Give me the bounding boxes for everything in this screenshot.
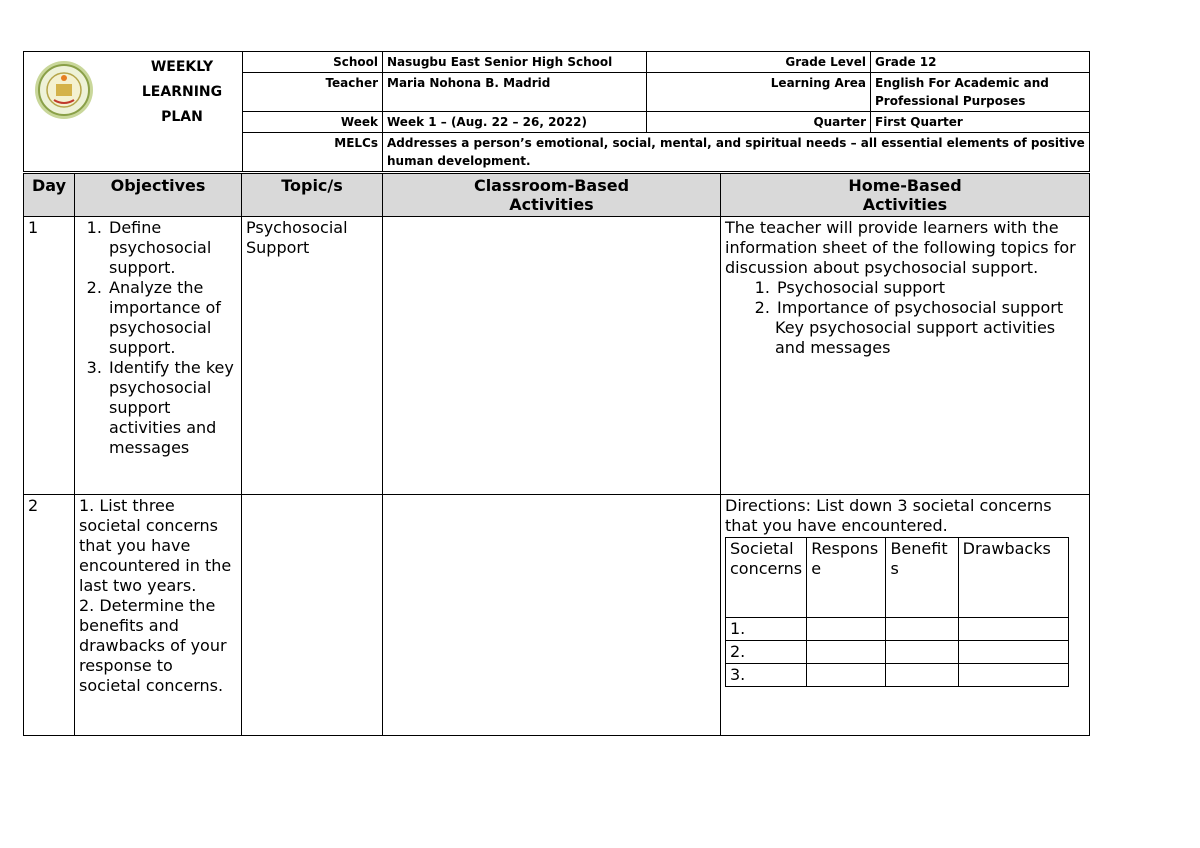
classroom-cell (383, 495, 721, 736)
col-day-header: Day (24, 174, 75, 217)
home-item: 2. Importance of psychosocial support (775, 298, 1085, 318)
inner-row-number: 1. (726, 618, 807, 641)
plan-title: WEEKLY LEARNING PLAN (141, 59, 223, 125)
inner-header-response: Response (807, 538, 886, 618)
teacher-value: Maria Nohona B. Madrid (383, 73, 647, 112)
objective-item: 1. List three societal concerns that you have encountered in the last two years. (79, 496, 232, 595)
home-intro: The teacher will provide learners with the information sheet of the following topics for discussion about psychosocial support. (725, 218, 1076, 277)
home-cell (721, 217, 1090, 495)
school-value: Nasugbu East Senior High School (383, 52, 647, 73)
area-label: Learning Area (647, 73, 871, 112)
school-label: School (243, 52, 383, 73)
week-label: Week (243, 112, 383, 133)
home-cell (721, 495, 1090, 736)
concerns-table (725, 537, 1069, 687)
inner-header-benefits: Benefits (886, 538, 958, 618)
objective-item: 1. Define psychosocial support. (107, 218, 237, 278)
home-extra: Key psychosocial support activities and messages (775, 318, 1056, 357)
melcs-label: MELCs (243, 133, 383, 172)
table-row (24, 217, 1090, 495)
classroom-cell (383, 217, 721, 495)
area-value: English For Academic and Professional Purposes (871, 73, 1090, 112)
objective-item: 2. Analyze the importance of psychosocial support. (107, 278, 237, 358)
home-item: 1. Psychosocial support (775, 278, 1085, 298)
col-objectives-header: Objectives (75, 174, 242, 217)
objective-item: 2. Determine the benefits and drawbacks of your response to societal concerns. (79, 596, 227, 695)
col-topics-header: Topic/s (242, 174, 383, 217)
home-intro: Directions: List down 3 societal concerns that you have encountered. (725, 496, 1052, 535)
topic-cell: Psychosocial Support (242, 217, 383, 495)
grade-label: Grade Level (647, 52, 871, 73)
melcs-value: Addresses a person’s emotional, social, mental, and spiritual needs – all essential elements of positive human development. (383, 133, 1090, 172)
topic-cell (242, 495, 383, 736)
title-cell (24, 52, 243, 172)
inner-header-drawbacks: Drawbacks (958, 538, 1068, 618)
grade-value: Grade 12 (871, 52, 1090, 73)
day-cell: 2 (24, 495, 75, 736)
inner-row-number: 3. (726, 664, 807, 687)
objectives-cell (75, 495, 242, 736)
quarter-label: Quarter (647, 112, 871, 133)
col-home-header: Home-Based Activities (721, 174, 1090, 217)
teacher-label: Teacher (243, 73, 383, 112)
plan-header-table (23, 51, 1090, 172)
day-cell: 1 (24, 217, 75, 495)
objectives-cell (75, 217, 242, 495)
quarter-value: First Quarter (871, 112, 1090, 133)
inner-row-number: 2. (726, 641, 807, 664)
col-classroom-header: Classroom-Based Activities (383, 174, 721, 217)
inner-header-concerns: Societal concerns (726, 538, 807, 618)
week-value: Week 1 – (Aug. 22 – 26, 2022) (383, 112, 647, 133)
objective-item: 3. Identify the key psychosocial support activities and messages (107, 358, 237, 458)
table-row (24, 495, 1090, 736)
school-seal-logo (34, 60, 94, 120)
plan-main-table (23, 173, 1090, 736)
